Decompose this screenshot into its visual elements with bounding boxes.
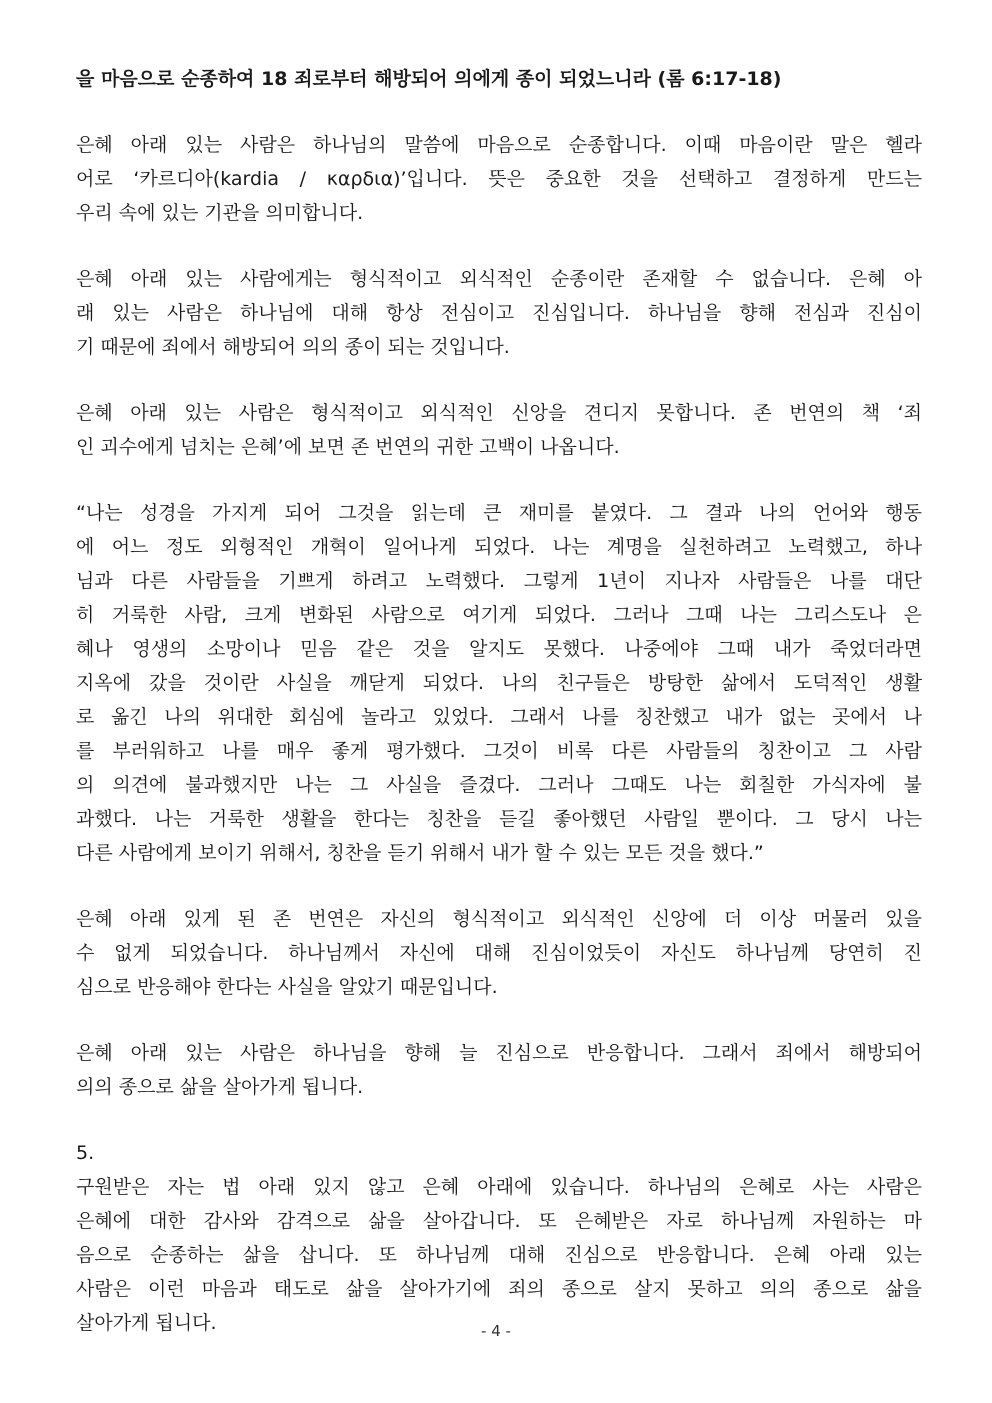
paragraph-line: 어로 ‘카르디아(kardia / καρδια)’입니다. 뜻은 중요한 것을 선택하고 결정하게 만드는 (76, 168, 922, 190)
paragraph-line: 과했다. 나는 거룩한 생활을 한다는 칭찬을 듣길 좋아했던 사람일 뿐이다. 그 당시 나는 (76, 808, 922, 830)
paragraph-line: 히 거룩한 사람, 크게 변화된 사람으로 여기게 되었다. 그러나 그때 나는 그리스도나 은 (76, 604, 922, 626)
paragraph-line: 수 없게 되었습니다. 하나님께서 자신에 대해 진심이었듯이 자신도 하나님께 당연히 진 (76, 942, 922, 964)
paragraph-line: 래 있는 사람은 하나님에 대해 항상 전심이고 진심입니다. 하나님을 향해 전심과 진심이 (76, 302, 922, 324)
paragraph-line: 은혜 아래 있는 사람에게는 형식적이고 외식적인 순종이란 존재할 수 없습니다. 은혜 아 (76, 268, 922, 290)
heading-paragraph (76, 62, 922, 96)
paragraph-line: 은혜 아래 있는 사람은 형식적이고 외식적인 신앙을 견디지 못합니다. 존 번연의 책 ‘죄 (76, 402, 922, 424)
paragraph (76, 1170, 922, 1340)
paragraph-line: 님과 다른 사람들을 기쁘게 하려고 노력했다. 그렇게 1년이 지나자 사람들은 나를 대단 (76, 570, 922, 592)
paragraph-line: 은혜 아래 있게 된 존 번연은 자신의 형식적이고 외식적인 신앙에 더 이상 머물러 있을 (76, 908, 922, 930)
paragraph-line: 구원받은 자는 법 아래 있지 않고 은혜 아래에 있습니다. 하나님의 은혜로 사는 사람은 (76, 1176, 922, 1198)
paragraph-line: 지옥에 갔을 것이란 사실을 깨닫게 되었다. 나의 친구들은 방탕한 삶에서 도덕적인 생활 (76, 672, 922, 694)
section-number (76, 1136, 922, 1170)
paragraph (76, 396, 922, 464)
paragraph-line: 우리 속에 있는 기관을 의미합니다. (76, 202, 364, 224)
paragraph-line: 은혜 아래 있는 사람은 하나님의 말씀에 마음으로 순종합니다. 이때 마음이란 말은 헬라 (76, 134, 922, 156)
document-body (76, 62, 922, 1372)
paragraph-line: 를 부러워하고 나를 매우 좋게 평가했다. 그것이 비록 다른 사람들의 칭찬이고 그 사람 (76, 740, 922, 762)
paragraph-line: 의 의견에 불과했지만 나는 그 사실을 즐겼다. 그러나 그때도 나는 회칠한 가식자에 불 (76, 774, 922, 796)
paragraph (76, 128, 922, 230)
paragraph-line: 의의 종으로 삶을 살아가게 됩니다. (76, 1076, 364, 1098)
section-number-label: 5. (76, 1142, 95, 1164)
paragraph-line: 인 괴수에게 넘치는 은혜’에 보면 존 번연의 귀한 고백이 나옵니다. (76, 436, 620, 458)
paragraph (76, 1036, 922, 1104)
page-number: - 4 - (481, 1322, 511, 1340)
paragraph-line: 심으로 반응해야 한다는 사실을 알았기 때문입니다. (76, 976, 498, 998)
paragraph-line: 살아가게 됩니다. (76, 1312, 217, 1334)
paragraph-line: 음으로 순종하는 삶을 삽니다. 또 하나님께 대해 진심으로 반응합니다. 은혜 아래 있는 (76, 1244, 922, 1266)
paragraph (76, 902, 922, 1004)
paragraph-line: 혜나 영생의 소망이나 믿음 같은 것을 알지도 못했다. 나중에야 그때 내가 죽었더라면 (76, 638, 922, 660)
paragraph-line: 로 옮긴 나의 위대한 회심에 놀라고 있었다. 그래서 나를 칭찬했고 내가 없는 곳에서 나 (76, 706, 922, 728)
scripture-heading: 을 마음으로 순종하여 18 죄로부터 해방되어 의에게 종이 되었느니라 (롬 6:17-18) (76, 68, 782, 90)
paragraph-line: 은혜에 대한 감사와 감격으로 삶을 살아갑니다. 또 은혜받은 자로 하나님께 자원하는 마 (76, 1210, 922, 1232)
paragraph-line: 에 어느 정도 외형적인 개혁이 일어나게 되었다. 나는 계명을 실천하려고 노력했고, 하나 (76, 536, 922, 558)
paragraph-line: “나는 성경을 가지게 되어 그것을 읽는데 큰 재미를 붙였다. 그 결과 나의 언어와 행동 (76, 502, 922, 524)
paragraph-line: 은혜 아래 있는 사람은 하나님을 향해 늘 진심으로 반응합니다. 그래서 죄에서 해방되어 (76, 1042, 922, 1064)
paragraph-line: 다른 사람에게 보이기 위해서, 칭찬을 듣기 위해서 내가 할 수 있는 모든 것을 했다.” (76, 842, 764, 864)
paragraph-line: 사람은 이런 마음과 태도로 삶을 살아가기에 죄의 종으로 살지 못하고 의의 종으로 삶을 (76, 1278, 922, 1300)
paragraph-line: 기 때문에 죄에서 해방되어 의의 종이 되는 것입니다. (76, 336, 510, 358)
paragraph (76, 262, 922, 364)
quote-paragraph (76, 496, 922, 870)
